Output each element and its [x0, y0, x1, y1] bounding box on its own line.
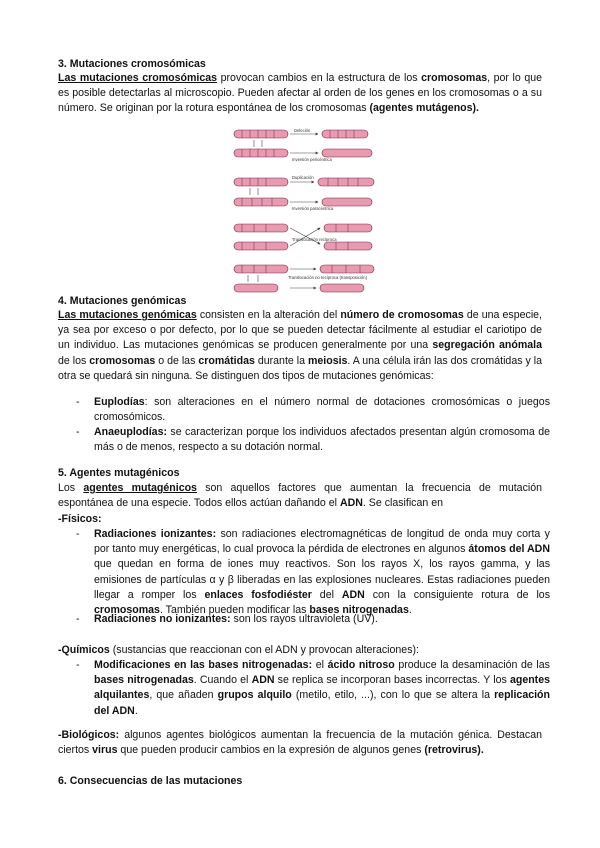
list-item-ionizing: Radiaciones ionizantes: son radiaciones electromagnéticas de longitud de onda muy corta y por tanto muy energéticas, lo cual provoca la pérdida de electrones en algunos átomos del ADN que quedan en forma de iones muy reactivos. Son los rayos X, los rayos gamma, y las emisiones de partículas α y β liberadas en las explosiones nucleares. Estas radiaciones pueden llegar a romper los enlaces fosfodiéster del ADN con la consiguiente rotura de los cromosomas. También pueden modificar las bases nitrogenadas. — [94, 528, 550, 617]
physical-agents-heading: -Físicos: — [58, 513, 102, 525]
section-3-paragraph: Las mutaciones cromosómicas provocan cambios en la estructura de los cromosomas, por lo que es posible detectarlas al microscopio. Pueden afectar al orden de los genes en los cromosomas o a su número. Se originan por la rotura espontánea de los cromosomas (agentes mutágenos). — [58, 72, 543, 115]
chemical-agents-heading: -Químicos (sustancias que reaccionan con el ADN y provocan alteraciones): — [58, 644, 419, 656]
translocation2-label: Translocación no recíproca (transposición) — [288, 275, 367, 280]
inversion-label: Inversión pericéntrica — [292, 157, 332, 162]
section-4-paragraph: Las mutaciones genómicas consisten en la alteración del número de cromosomas de una especie, ya sea por exceso o por defecto, por lo que se pueden detectar fácilmente al estudiar el cariotipo de un individuo. Las mutaciones genómicas se producen generalmente por una segregación anómala de los cromosomas o de las cromátidas durante la meiosis. A una célula irán las dos cromátidas y la otra se quedará sin ninguna. Se distinguen dos tipos de mutaciones genómicas: — [58, 309, 543, 382]
list-item-euploidias: Euplodías: son alteraciones en el número normal de dotaciones cromosómicas o juegos cromosómicos. — [94, 396, 550, 424]
section-5-paragraph: Los agentes mutagénicos son aquellos factores que aumentan la frecuencia de mutación espontánea de una especie. Todos ellos actúan dañando el ADN. Se clasifican en — [58, 482, 543, 510]
biological-agents-paragraph: -Biológicos: algunos agentes biológicos aumentan la frecuencia de la mutación génica. Destacan ciertos virus que pueden producir cambios en la expresión de algunos genes (retrovirus). — [58, 729, 542, 757]
duplication-label: Duplicación — [292, 175, 314, 180]
bullet-dash: - — [76, 426, 80, 438]
deletion-label: Deleción — [294, 128, 311, 133]
bullet-dash: - — [76, 659, 80, 671]
list-item-aneuploidias: Anaeuplodías: se caracterizan porque los individuos afectados presentan algún cromosoma de más o de menos, respecto a su dotación normal. — [94, 426, 550, 454]
list-item-non-ionizing: Radiaciones no ionizantes: son los rayos ultravioleta (UV). — [94, 613, 378, 625]
section-3-title: 3. Mutaciones cromosómicas — [58, 58, 206, 70]
bullet-dash: - — [76, 613, 80, 625]
chromosome-mutations-diagram — [228, 127, 378, 295]
translocation-label: Translocación recíproca — [292, 237, 337, 242]
section-4-title: 4. Mutaciones genómicas — [58, 295, 187, 307]
list-item-base-modifications: Modificaciones en las bases nitrogenadas: el ácido nitroso produce la desaminación de las bases nitrogenadas. Cuando el ADN se replica se incorporan bases incorrectas. Y los agentes alquilantes, que añaden grupos alquilo (metilo, etilo, ...), con lo que se altera la replicación del ADN. — [94, 659, 550, 717]
inversion2-label: Inversión paracéntrica — [292, 206, 334, 211]
bullet-dash: - — [76, 396, 80, 408]
bullet-dash: - — [76, 528, 80, 540]
section-6-title: 6. Consecuencias de las mutaciones — [58, 775, 243, 787]
section-5-title: 5. Agentes mutagénicos — [58, 467, 180, 479]
